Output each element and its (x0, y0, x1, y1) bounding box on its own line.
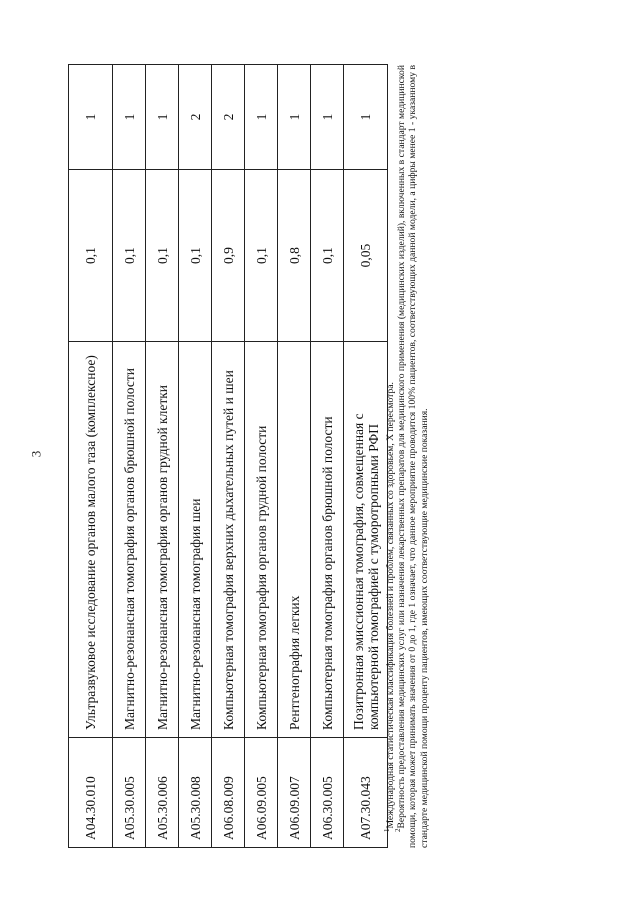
service-name: Магнитно-резонансная томография органов грудной клетки (146, 342, 179, 738)
service-name: Рентгенография легких (278, 342, 311, 738)
multiplicity-value: 1 (245, 65, 278, 170)
multiplicity-value: 2 (212, 65, 245, 170)
multiplicity-value: 1 (278, 65, 311, 170)
multiplicity-value: 1 (146, 65, 179, 170)
service-code: A07.30.043 (344, 738, 388, 848)
rotated-page-content (68, 48, 518, 848)
service-name: Магнитно-резонансная томография органов брюшной полости (113, 342, 146, 738)
table-row (69, 65, 113, 848)
service-code: A04.30.010 (69, 738, 113, 848)
service-name: Компьютерная томография органов брюшной полости (311, 342, 344, 738)
multiplicity-value: 1 (113, 65, 146, 170)
multiplicity-value: 1 (311, 65, 344, 170)
service-name: Магнитно-резонансная томография шеи (179, 342, 212, 738)
table-row (278, 65, 311, 848)
table-row (344, 65, 388, 848)
frequency-value: 0,05 (344, 170, 388, 342)
frequency-value: 0,1 (245, 170, 278, 342)
frequency-value: 0,1 (113, 170, 146, 342)
frequency-value: 0,1 (146, 170, 179, 342)
service-code: A05.30.008 (179, 738, 212, 848)
frequency-value: 0,9 (212, 170, 245, 342)
footnote-mark: 1 (382, 828, 391, 832)
footnote-1 (382, 65, 396, 848)
table-row (113, 65, 146, 848)
table-row (311, 65, 344, 848)
service-code: A06.09.005 (245, 738, 278, 848)
service-code: A06.30.005 (311, 738, 344, 848)
footnote-mark: 2 (394, 828, 403, 832)
service-name: Компьютерная томография верхних дыхательных путей и шеи (212, 342, 245, 738)
footnote-2 (396, 65, 430, 848)
page-number: 3 (28, 450, 44, 458)
frequency-value: 0,8 (278, 170, 311, 342)
multiplicity-value: 2 (179, 65, 212, 170)
multiplicity-value: 1 (344, 65, 388, 170)
table-row (212, 65, 245, 848)
service-code: A05.30.006 (146, 738, 179, 848)
table-row (179, 65, 212, 848)
table-row (146, 65, 179, 848)
multiplicity-value: 1 (69, 65, 113, 170)
medical-services-table (68, 64, 388, 848)
frequency-value: 0,1 (179, 170, 212, 342)
table-row (245, 65, 278, 848)
frequency-value: 0,1 (311, 170, 344, 342)
frequency-value: 0,1 (69, 170, 113, 342)
service-code: A06.08.009 (212, 738, 245, 848)
service-name: Ультразвуковое исследование органов малого таза (комплексное) (69, 342, 113, 738)
service-code: A06.09.007 (278, 738, 311, 848)
service-code: A05.30.005 (113, 738, 146, 848)
service-name: Компьютерная томография органов грудной полости (245, 342, 278, 738)
footnote-text: Вероятность предоставления медицинских услуг или назначения лекарственных препаратов для медицинского применения (медицинских изделий), включенных в стандарт медицинской помощи, которая может принимать значения от 0 до 1, где 1 означает, что данное мероприятие проводится 100% пациентов, соответствующих данной модели, а цифры менее 1 - указанному в стандарте медицинской помощи проценту пациентов, имеющих соответствующие медицинские показания. (396, 65, 430, 848)
service-name: Позитронная эмиссионная томография, совмещенная с компьютерной томографией с туморотропными РФП (344, 342, 388, 738)
footnote-text: Международная статистическая классификация болезней и проблем, связанных со здоровьем, X пересмотра. (385, 382, 396, 829)
footnotes (382, 65, 430, 848)
